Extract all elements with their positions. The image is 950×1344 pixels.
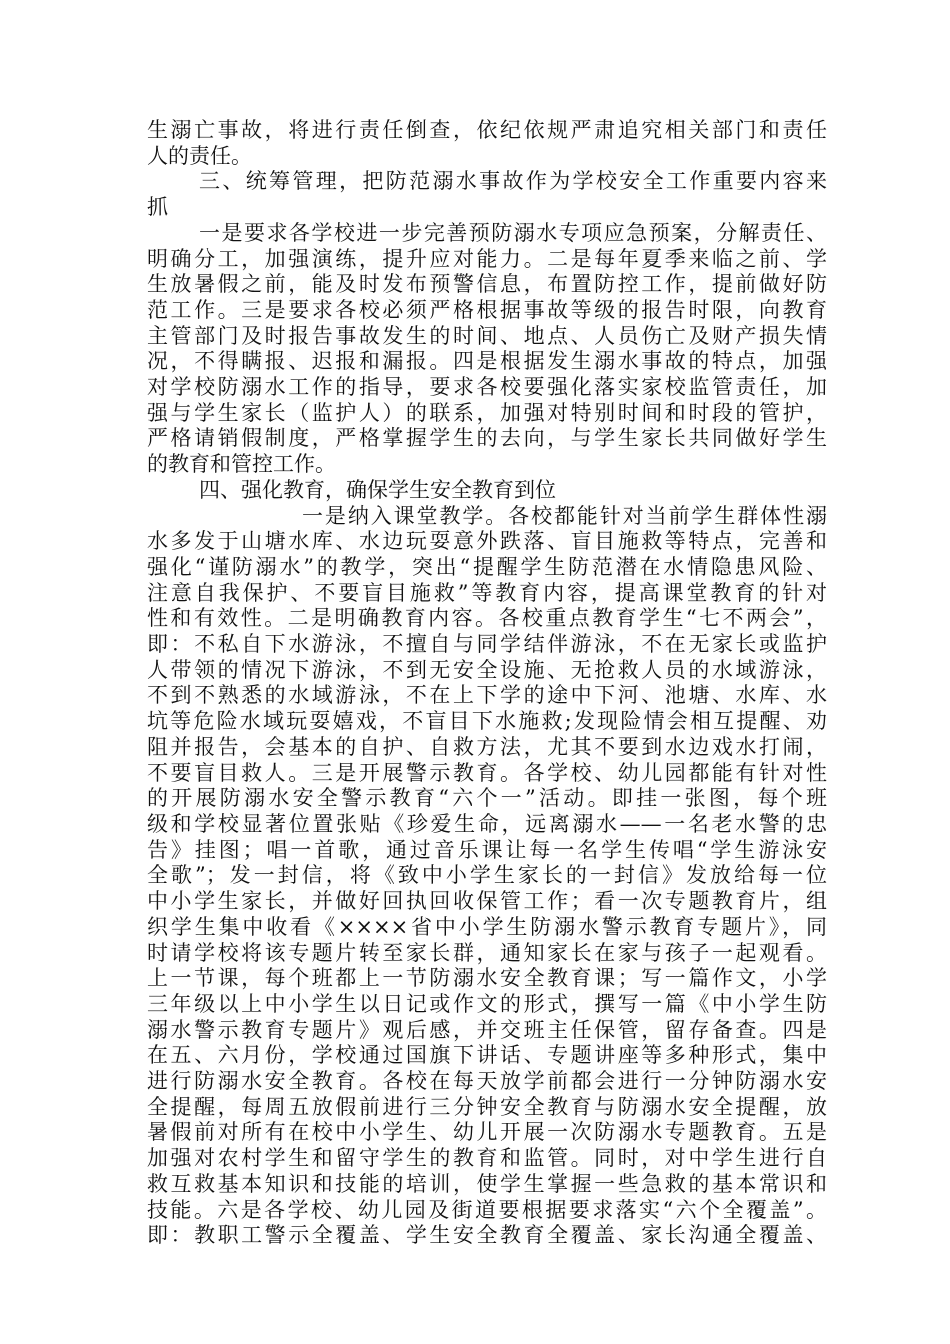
text-line: 中小学生家长，并做好回执回收保管工作；看一次专题教育片，组 <box>147 889 827 914</box>
text-line: 三年级以上中小学生以日记或作文的形式，撰写一篇《中小学生防 <box>147 991 827 1016</box>
text-line: 全歌”；发一封信，将《致中小学生家长的一封信》发放给每一位 <box>147 863 827 888</box>
text-line: 范工作。三是要求各校必须严格根据事故等级的报告时限，向教育 <box>147 297 827 322</box>
text-line: 救互救基本知识和技能的培训，使学生掌握一些急救的基本常识和 <box>147 1171 827 1196</box>
text-line: 坑等危险水域玩耍嬉戏，不盲目下水施救;发现险情会相互提醒、劝 <box>147 709 827 734</box>
text-line: 强化“谨防溺水”的教学，突出“提醒学生防范潜在水情隐患风险、 <box>147 554 827 579</box>
text-line: 三、统筹管理，把防范溺水事故作为学校安全工作重要内容来 <box>199 169 827 194</box>
text-line: 暑假前对所有在校中小学生、幼儿开展一次防溺水专题教育。五是 <box>147 1120 827 1145</box>
text-line: 四、强化教育，确保学生安全教育到位 <box>199 477 556 502</box>
text-line: 进行防溺水安全教育。各校在每天放学前都会进行一分钟防溺水安 <box>147 1069 827 1094</box>
text-line: 况，不得瞒报、迟报和漏报。四是根据发生溺水事故的特点，加强 <box>147 349 827 374</box>
document-body <box>147 118 827 1249</box>
text-line: 阻并报告，会基本的自护、自救方法，尤其不要到水边戏水打闹， <box>147 734 827 759</box>
text-line: 全提醒，每周五放假前进行三分钟安全教育与防溺水安全提醒，放 <box>147 1094 827 1119</box>
text-line: 抓 <box>147 195 168 220</box>
text-line: 人带领的情况下游泳，不到无安全设施、无抢救人员的水域游泳， <box>147 657 827 682</box>
text-line: 注意自我保护、不要盲目施救”等教育内容，提高课堂教育的针对 <box>147 580 827 605</box>
text-line: 的教育和管控工作。 <box>147 452 336 477</box>
text-line: 人的责任。 <box>147 143 252 168</box>
text-line: 时请学校将该专题片转至家长群，通知家长在家与孩子一起观看。 <box>147 940 827 965</box>
text-line: 加强对农村学生和留守学生的教育和监管。同时，对中学生进行自 <box>147 1146 827 1171</box>
text-line: 级和学校显著位置张贴《珍爱生命，远离溺水——一名老水警的忠 <box>147 811 827 836</box>
text-line: 上一节课，每个班都上一节防溺水安全教育课；写一篇作文，小学 <box>147 966 827 991</box>
text-line: 溺水警示教育专题片》观后感，并交班主任保管，留存备查。四是 <box>147 1017 827 1042</box>
text-line: 严格请销假制度，严格掌握学生的去向，与学生家长共同做好学生 <box>147 426 827 451</box>
text-line: 生溺亡事故，将进行责任倒查，依纪依规严肃追究相关部门和责任 <box>147 118 827 142</box>
text-line: 明确分工，加强演练，提升应对能力。二是每年夏季来临之前、学 <box>147 246 827 271</box>
text-line: 不到不熟悉的水域游泳，不在上下学的途中下河、池塘、水库、水 <box>147 683 827 708</box>
text-line: 即：不私自下水游泳，不擅自与同学结伴游泳，不在无家长或监护 <box>147 632 827 657</box>
text-line: 不要盲目救人。三是开展警示教育。各学校、幼儿园都能有针对性 <box>147 760 827 785</box>
text-line: 一是要求各学校进一步完善预防溺水专项应急预案，分解责任、 <box>199 220 827 245</box>
text-line: 强与学生家长（监护人）的联系，加强对特别时间和时段的管护， <box>147 400 827 425</box>
text-line: 一是纳入课堂教学。各校都能针对当前学生群体性溺 <box>302 503 827 528</box>
text-line: 织学生集中收看《××××省中小学生防溺水警示教育专题片》，同 <box>147 914 827 939</box>
text-line: 的开展防溺水安全警示教育“六个一”活动。即挂一张图，每个班 <box>147 786 827 811</box>
text-line: 在五、六月份，学校通过国旗下讲话、专题讲座等多种形式，集中 <box>147 1043 827 1068</box>
text-line: 即：教职工警示全覆盖、学生安全教育全覆盖、家长沟通全覆盖、 <box>147 1223 827 1248</box>
text-line: 技能。六是各学校、幼儿园及街道要根据要求落实“六个全覆盖”。 <box>147 1197 827 1222</box>
text-line: 性和有效性。二是明确教育内容。各校重点教育学生“七不两会”， <box>147 606 827 631</box>
text-line: 告》挂图；唱一首歌，通过音乐课让每一名学生传唱“学生游泳安 <box>147 837 827 862</box>
text-line: 水多发于山塘水库、水边玩耍意外跌落、盲目施救等特点，完善和 <box>147 529 827 554</box>
text-line: 主管部门及时报告事故发生的时间、地点、人员伤亡及财产损失情 <box>147 323 827 348</box>
text-line: 对学校防溺水工作的指导，要求各校要强化落实家校监管责任，加 <box>147 375 827 400</box>
text-line: 生放暑假之前，能及时发布预警信息，布置防控工作，提前做好防 <box>147 272 827 297</box>
